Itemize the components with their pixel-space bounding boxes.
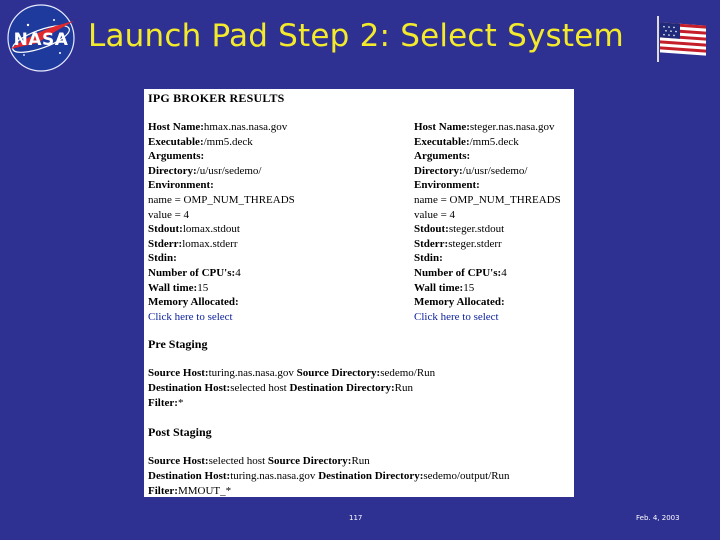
post-staging-source-row: [148, 454, 370, 468]
memory-label: Memory Allocated:: [148, 296, 239, 309]
stdout-row: [414, 222, 574, 237]
filter-label: Filter:: [148, 485, 178, 497]
arguments-label: Arguments:: [414, 150, 471, 163]
stdout-label: Stdout:: [414, 223, 449, 236]
executable-row: [414, 135, 574, 150]
directory-row: [148, 164, 360, 179]
env-value: value = 4: [148, 208, 190, 221]
stdout-label: Stdout:: [148, 223, 183, 236]
destination-directory-label: Destination Directory:: [289, 382, 395, 394]
wall-time-value: 15: [197, 281, 209, 294]
source-host-label: Source Host:: [148, 367, 209, 379]
directory-row: [414, 164, 574, 179]
source-directory-label: Source Directory:: [296, 367, 381, 379]
source-host-label: Source Host:: [148, 455, 209, 467]
stderr-row: [414, 237, 574, 252]
directory-value: /u/usr/sedemo/: [462, 164, 528, 177]
host-result-right: [414, 120, 574, 324]
source-host-value: selected host: [208, 455, 266, 467]
destination-host-value: turing.nas.nasa.gov: [230, 470, 316, 482]
stdin-label: Stdin:: [414, 252, 443, 265]
cpus-value: 4: [501, 266, 507, 279]
environment-label: Environment:: [148, 179, 214, 192]
source-host-value: turing.nas.nasa.gov: [208, 367, 294, 379]
nasa-logo-icon: [2, 3, 80, 73]
destination-host-label: Destination Host:: [148, 382, 231, 394]
slide-date: Feb. 4, 2003: [636, 514, 680, 522]
destination-directory-label: Destination Directory:: [318, 470, 424, 482]
wall-time-value: 15: [463, 281, 475, 294]
executable-row: [148, 135, 360, 150]
host-name-label: Host Name:: [414, 121, 470, 133]
stdout-row: [148, 222, 360, 237]
executable-label: Executable:: [148, 135, 204, 148]
wall-time-label: Wall time:: [414, 281, 464, 294]
pre-staging-filter-row: [148, 396, 183, 410]
directory-label: Directory:: [414, 164, 463, 177]
host-name-label: Host Name:: [148, 121, 204, 133]
memory-label: Memory Allocated:: [414, 296, 505, 309]
wall-time-row: [414, 281, 574, 296]
directory-value: /u/usr/sedemo/: [196, 164, 262, 177]
broker-results-panel: [144, 89, 574, 497]
source-directory-value: Run: [351, 455, 370, 467]
pre-staging-title: Pre Staging: [148, 337, 208, 351]
wall-time-label: Wall time:: [148, 281, 198, 294]
post-staging-filter-row: [148, 484, 231, 497]
destination-host-value: selected host: [230, 382, 287, 394]
stderr-value: steger.stderr: [448, 237, 502, 250]
stdout-value: lomax.stdout: [182, 223, 240, 236]
stderr-label: Stderr:: [414, 237, 449, 250]
destination-directory-value: sedemo/output/Run: [423, 470, 510, 482]
executable-value: /mm5.deck: [469, 135, 519, 148]
svg-text:NASA: NASA: [13, 30, 69, 50]
stderr-row: [148, 237, 360, 252]
host-name-value: steger.nas.nasa.gov: [469, 121, 555, 133]
pre-staging-destination-row: [148, 381, 413, 395]
host-result-left: [148, 120, 360, 324]
stdin-label: Stdin:: [148, 252, 177, 265]
us-flag-icon: [654, 14, 710, 64]
stdout-value: steger.stdout: [448, 223, 505, 236]
executable-value: /mm5.deck: [203, 135, 253, 148]
page-number: 117: [349, 514, 363, 522]
source-directory-label: Source Directory:: [267, 455, 352, 467]
destination-host-label: Destination Host:: [148, 470, 231, 482]
executable-label: Executable:: [414, 135, 470, 148]
post-staging-title: Post Staging: [148, 425, 212, 439]
filter-value: MMOUT_*: [177, 485, 232, 497]
select-host-link-left[interactable]: Click here to select: [148, 310, 233, 323]
host-name-value: hmax.nas.nasa.gov: [203, 121, 288, 133]
filter-label: Filter:: [148, 397, 178, 409]
source-directory-value: sedemo/Run: [380, 367, 436, 379]
env-value: value = 4: [414, 208, 456, 221]
filter-value: *: [177, 397, 184, 409]
destination-directory-value: Run: [394, 382, 413, 394]
cpus-label: Number of CPU's:: [414, 266, 502, 279]
wall-time-row: [148, 281, 360, 296]
env-name: name = OMP_NUM_THREADS: [148, 193, 295, 206]
cpus-label: Number of CPU's:: [148, 266, 236, 279]
cpus-value: 4: [235, 266, 241, 279]
environment-label: Environment:: [414, 179, 480, 192]
host-name-row: [148, 120, 360, 135]
cpus-row: [414, 266, 574, 281]
pre-staging-source-row: [148, 366, 435, 380]
arguments-label: Arguments:: [148, 150, 205, 163]
stderr-label: Stderr:: [148, 237, 183, 250]
env-name: name = OMP_NUM_THREADS: [414, 193, 561, 206]
results-title: IPG BROKER RESULTS: [148, 91, 285, 105]
stderr-value: lomax.stderr: [182, 237, 238, 250]
cpus-row: [148, 266, 360, 281]
slide-title: Launch Pad Step 2: Select System: [88, 18, 624, 54]
directory-label: Directory:: [148, 164, 197, 177]
host-name-row: [414, 120, 574, 135]
post-staging-destination-row: [148, 469, 510, 483]
select-host-link-right[interactable]: Click here to select: [414, 310, 499, 323]
